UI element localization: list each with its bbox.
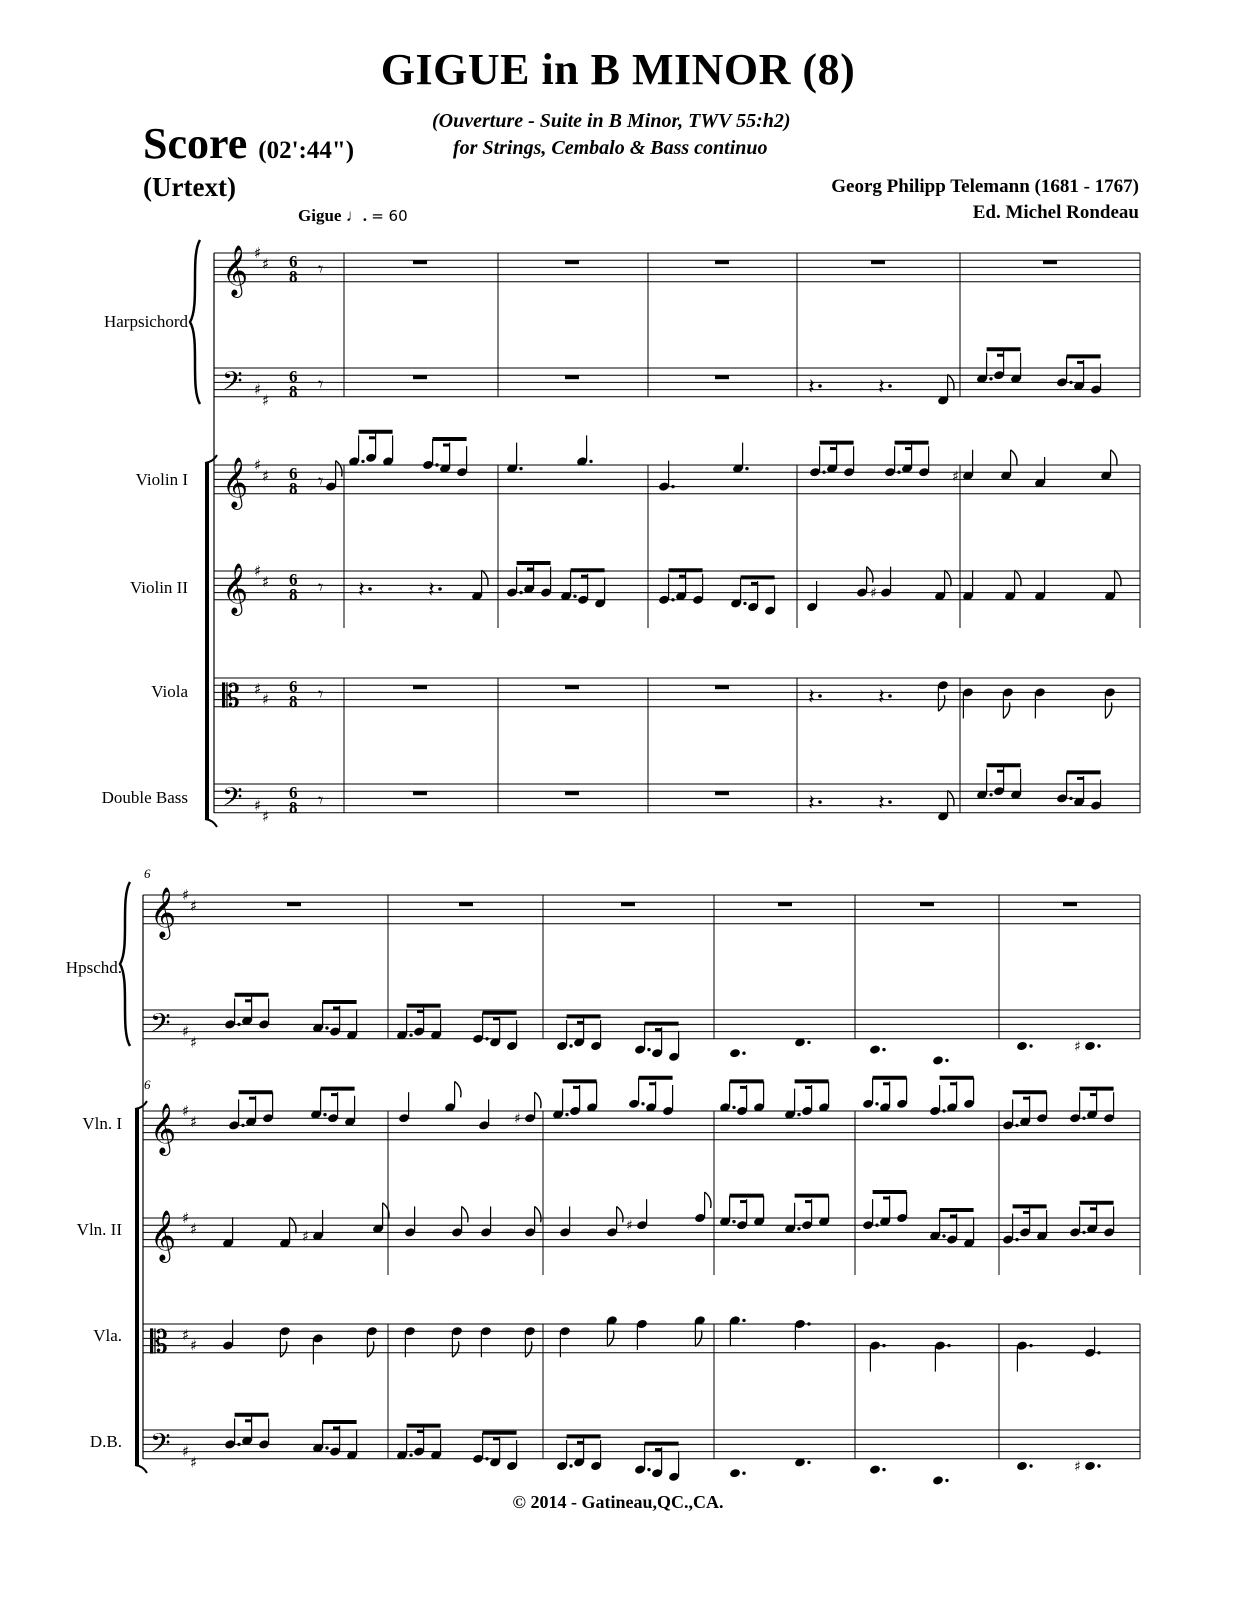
measure-number: 6 — [144, 866, 151, 881]
flag — [535, 1092, 541, 1108]
notehead — [1084, 1041, 1096, 1052]
whole-rest-icon — [920, 902, 934, 906]
dot — [745, 467, 748, 470]
dot — [732, 1106, 735, 1109]
flag — [280, 1341, 286, 1357]
sharp-icon: ♯ — [254, 380, 262, 399]
quarter-rest-icon: 𝄽 — [808, 791, 815, 816]
eighth-rest-icon: 𝄾 — [318, 469, 324, 493]
whole-rest-icon — [459, 902, 473, 906]
eighth-rest-icon: 𝄾 — [318, 372, 324, 396]
bass-clef-icon: 𝄢 — [222, 781, 243, 819]
sharp-icon: ♯ — [262, 466, 270, 485]
notehead — [869, 1464, 881, 1475]
whole-rest-icon — [1063, 902, 1077, 906]
whole-rest-icon — [715, 260, 729, 264]
dot — [237, 1023, 240, 1026]
dot — [1015, 1124, 1018, 1127]
quarter-rest-icon: 𝄽 — [878, 791, 885, 816]
eighth-rest-icon: 𝄾 — [318, 788, 324, 812]
dot — [647, 1048, 650, 1051]
dot — [435, 463, 438, 466]
bracket-hook — [135, 1465, 147, 1473]
flag — [705, 1192, 711, 1208]
whole-rest-icon — [778, 902, 792, 906]
whole-rest-icon — [287, 902, 301, 906]
flag — [336, 461, 342, 477]
dot — [1029, 1344, 1032, 1347]
eighth-rest-icon: 𝄾 — [318, 682, 324, 706]
treble-clef-icon: 𝄞 — [222, 245, 249, 296]
instrument-label: Harpsichord — [103, 312, 188, 331]
quarter-rest-icon: 𝄽 — [878, 375, 885, 400]
dot — [882, 1344, 885, 1347]
sharp-icon: ♯ — [870, 585, 877, 602]
time-signature-denominator: 8 — [289, 479, 298, 498]
flag — [1105, 702, 1111, 718]
sharp-icon: ♯ — [1074, 1039, 1081, 1055]
instrument-label: Vln. II — [76, 1220, 122, 1239]
bracket-hook — [205, 455, 217, 463]
dot — [409, 1454, 412, 1457]
time-signature-numerator: 6 — [289, 783, 298, 802]
dot — [565, 1113, 568, 1116]
brace — [120, 882, 130, 1046]
bass-clef-icon: 𝄢 — [222, 365, 243, 403]
instrument-label: Hpschd. — [65, 958, 122, 977]
quarter-rest-icon: 𝄽 — [808, 375, 815, 400]
dot — [323, 1113, 326, 1116]
dot — [822, 471, 825, 474]
dot — [807, 1041, 810, 1044]
composer: Georg Philipp Telemann (1681 - 1767) — [831, 176, 1139, 197]
quarter-rest-icon: 𝄽 — [428, 578, 435, 603]
quarter-rest-icon: 𝄽 — [878, 685, 885, 710]
bass-clef-icon: 𝄢 — [150, 1427, 171, 1465]
time-signature-denominator: 8 — [289, 382, 298, 401]
dot — [807, 1461, 810, 1464]
time-signature-numerator: 6 — [289, 464, 298, 483]
notehead — [869, 1044, 881, 1055]
sharp-icon: ♯ — [254, 562, 262, 580]
copyright: © 2014 - Gatineau,QC.,CA. — [512, 1492, 724, 1512]
flag — [867, 567, 873, 583]
dot — [807, 1322, 810, 1325]
dot — [519, 467, 522, 470]
notehead — [932, 1475, 944, 1486]
dot — [875, 1102, 878, 1105]
sharp-icon: ♯ — [190, 1112, 198, 1131]
dot — [888, 800, 892, 804]
sharp-icon: ♯ — [190, 1336, 198, 1355]
whole-rest-icon — [413, 791, 427, 795]
score-label-text: Score — [143, 119, 248, 168]
sharp-icon: ♯ — [952, 468, 959, 485]
sharp-icon: ♯ — [514, 1111, 521, 1128]
time-signature-denominator: 8 — [289, 692, 298, 711]
whole-rest-icon — [565, 260, 579, 264]
notehead — [729, 1048, 741, 1059]
dot — [325, 1446, 328, 1449]
sharp-icon: ♯ — [190, 1033, 198, 1052]
whole-rest-icon — [413, 260, 427, 264]
sharp-icon: ♯ — [254, 456, 262, 474]
sharp-icon: ♯ — [302, 1229, 309, 1245]
notehead — [932, 1055, 944, 1066]
dot — [947, 1344, 950, 1347]
whole-rest-icon — [871, 260, 885, 264]
sharp-icon: ♯ — [190, 896, 198, 915]
alto-clef-icon: 𝄡 — [150, 1323, 168, 1361]
bracket-hook — [205, 819, 217, 827]
dot — [1082, 1231, 1085, 1234]
treble-clef-icon: 𝄞 — [222, 457, 249, 508]
sharp-icon: ♯ — [190, 1219, 198, 1238]
dot — [882, 1048, 885, 1051]
notehead — [1084, 1461, 1096, 1472]
flag — [535, 1206, 541, 1222]
time-signature-denominator: 8 — [289, 585, 298, 604]
instrument-label: Violin II — [130, 578, 188, 597]
tempo-text: Gigue — [298, 206, 342, 225]
flag — [462, 1206, 468, 1222]
whole-rest-icon — [715, 375, 729, 379]
page-title: GIGUE in B MINOR (8) — [380, 45, 856, 94]
dot — [1029, 1464, 1032, 1467]
dot — [641, 1102, 644, 1105]
sharp-icon: ♯ — [262, 572, 270, 591]
dot — [1097, 1044, 1100, 1047]
subtitle-line-2: for Strings, Cembalo & Bass continuo — [453, 137, 768, 159]
dot — [818, 384, 822, 388]
dot — [888, 384, 892, 388]
whole-rest-icon — [621, 902, 635, 906]
duration: (02':44") — [258, 137, 355, 164]
urtext-label: (Urtext) — [143, 172, 236, 202]
flag — [525, 1341, 531, 1357]
sharp-icon: ♯ — [190, 1453, 198, 1472]
dot — [942, 1234, 945, 1237]
flag — [367, 1341, 373, 1357]
whole-rest-icon — [565, 375, 579, 379]
whole-rest-icon — [413, 685, 427, 689]
eighth-rest-icon: 𝄾 — [318, 575, 324, 599]
dot — [361, 460, 364, 463]
dot — [882, 1468, 885, 1471]
instrument-label: Vla. — [93, 1326, 122, 1345]
dot — [569, 1044, 572, 1047]
dot — [888, 694, 892, 698]
sharp-icon: ♯ — [254, 244, 262, 262]
dot — [732, 1220, 735, 1223]
dot — [671, 485, 674, 488]
whole-rest-icon — [715, 791, 729, 795]
notehead — [1016, 1461, 1028, 1472]
dot — [237, 1443, 240, 1446]
whole-rest-icon — [413, 375, 427, 379]
sharp-icon: ♯ — [254, 679, 262, 698]
whole-rest-icon — [715, 685, 729, 689]
sharp-icon: ♯ — [182, 1325, 190, 1344]
sharp-icon: ♯ — [262, 690, 270, 709]
dot — [485, 1457, 488, 1460]
dot — [989, 377, 992, 380]
dotted-quarter-note-icon: ♩. — [345, 206, 367, 225]
sharp-icon: ♯ — [182, 1102, 190, 1120]
dot — [1082, 1117, 1085, 1120]
instrument-label: Viola — [151, 682, 188, 701]
sharp-icon: ♯ — [182, 1022, 190, 1041]
dot — [519, 591, 522, 594]
editor: Ed. Michel Rondeau — [972, 202, 1139, 223]
instrument-label: Double Bass — [101, 788, 188, 807]
time-signature-numerator: 6 — [289, 367, 298, 386]
dot — [945, 1059, 948, 1062]
dot — [325, 1026, 328, 1029]
flag — [452, 1341, 458, 1357]
notehead — [729, 1468, 741, 1479]
dot — [945, 1479, 948, 1482]
flag — [938, 695, 944, 711]
dot — [671, 598, 674, 601]
time-signature-denominator: 8 — [289, 267, 298, 286]
dot — [818, 694, 822, 698]
dot — [368, 587, 372, 591]
notehead — [1016, 1041, 1028, 1052]
time-signature-numerator: 6 — [289, 252, 298, 271]
dot — [569, 1464, 572, 1467]
sharp-icon: ♯ — [262, 807, 270, 826]
flag — [455, 1081, 461, 1097]
alto-clef-icon: 𝄡 — [222, 677, 240, 715]
dot — [742, 1472, 745, 1475]
subtitle-line-1: (Ouverture - Suite in B Minor, TWV 55:h2) — [432, 110, 791, 132]
dot — [989, 793, 992, 796]
dot — [241, 1124, 244, 1127]
treble-clef-icon: 𝄞 — [150, 1210, 177, 1261]
dot — [409, 1034, 412, 1037]
sharp-icon: ♯ — [262, 254, 270, 273]
treble-clef-icon: 𝄞 — [150, 1103, 177, 1154]
whole-rest-icon — [1043, 260, 1057, 264]
dot — [438, 587, 442, 591]
time-signature-numerator: 6 — [289, 677, 298, 696]
sharp-icon: ♯ — [1074, 1459, 1081, 1475]
time-signature-denominator: 8 — [289, 798, 298, 817]
dot — [875, 1224, 878, 1227]
eighth-rest-icon: 𝄾 — [318, 257, 324, 281]
dot — [1097, 1351, 1100, 1354]
dot — [797, 1227, 800, 1230]
sharp-icon: ♯ — [182, 1209, 190, 1227]
flag — [1011, 450, 1017, 466]
sharp-icon: ♯ — [182, 1442, 190, 1461]
tempo-value: = 60 — [371, 207, 408, 225]
instrument-label: Violin I — [135, 470, 188, 489]
bracket-hook — [135, 1101, 147, 1109]
sharp-icon: ♯ — [182, 886, 190, 904]
instrument-label: D.B. — [89, 1432, 122, 1451]
treble-clef-icon: 𝄞 — [150, 887, 177, 938]
brace — [190, 240, 200, 404]
dot — [485, 1037, 488, 1040]
dot — [742, 1319, 745, 1322]
dot — [897, 471, 900, 474]
sharp-icon: ♯ — [626, 1218, 633, 1235]
dot — [942, 1109, 945, 1112]
dot — [818, 800, 822, 804]
sharp-icon: ♯ — [262, 391, 270, 410]
dot — [1069, 381, 1072, 384]
dot — [589, 460, 592, 463]
sharp-icon: ♯ — [254, 796, 262, 815]
quarter-rest-icon: 𝄽 — [358, 578, 365, 603]
time-signature-numerator: 6 — [289, 570, 298, 589]
instrument-label: Vln. I — [82, 1114, 122, 1133]
dot — [742, 1052, 745, 1055]
dot — [1015, 1238, 1018, 1241]
quarter-rest-icon: 𝄽 — [808, 685, 815, 710]
bass-clef-icon: 𝄢 — [150, 1007, 171, 1045]
dot — [743, 602, 746, 605]
dot — [573, 595, 576, 598]
measure-number: 6 — [144, 1077, 151, 1092]
dot — [1069, 797, 1072, 800]
dot — [1097, 1464, 1100, 1467]
dot — [797, 1113, 800, 1116]
whole-rest-icon — [565, 685, 579, 689]
dot — [1029, 1044, 1032, 1047]
flag — [1003, 702, 1009, 718]
dot — [647, 1468, 650, 1471]
treble-clef-icon: 𝄞 — [222, 563, 249, 614]
flag — [617, 1206, 623, 1222]
whole-rest-icon — [565, 791, 579, 795]
flag — [1111, 450, 1117, 466]
